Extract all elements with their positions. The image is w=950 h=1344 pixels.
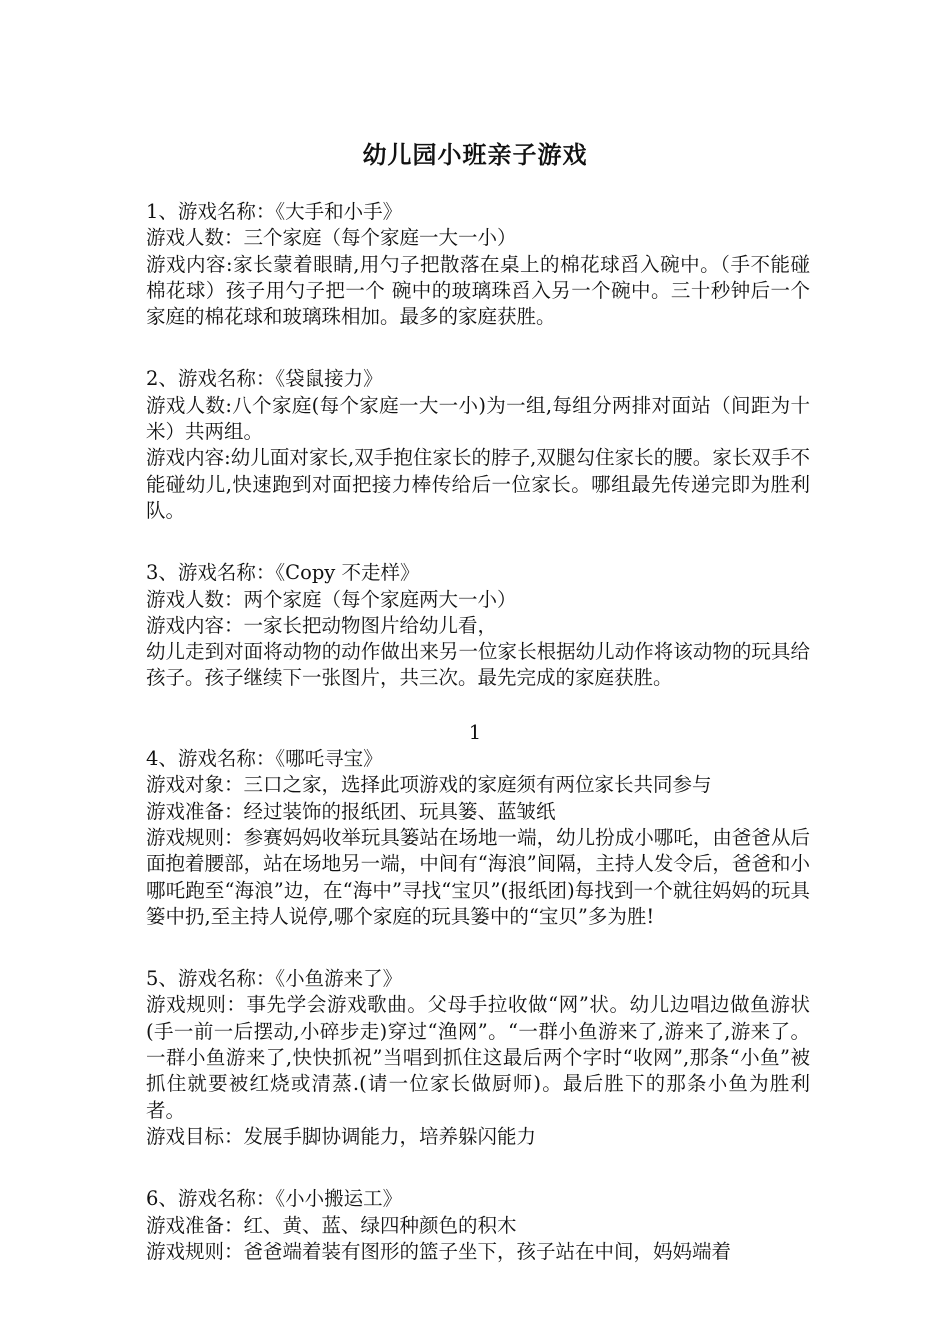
game-content-paragraph: 游戏内容:幼儿面对家长,双手抱住家长的脖子,双腿勾住家长的腰。家长双手不能碰幼儿,快速跑到对面把接力棒传给后一位家长。哪组最先传递完即为胜利队。 bbox=[146, 446, 810, 522]
game-preparation-line: 游戏准备：红、黄、蓝、绿四种颜色的积木 bbox=[146, 1213, 517, 1237]
game-section-2 bbox=[146, 366, 810, 524]
game-players-line: 游戏人数：三个家庭（每个家庭一大一小） bbox=[146, 226, 517, 250]
document-title: 幼儿园小班亲子游戏 bbox=[362, 140, 588, 169]
game-goal-line: 游戏目标：发展手脚协调能力，培养躲闪能力 bbox=[146, 1124, 537, 1148]
game-content-paragraph: 幼儿走到对面将动物的动作做出来另一位家长根据幼儿动作将该动物的玩具给孩子。孩子继续下一张图片，共三次。最先完成的家庭获胜。 bbox=[146, 640, 810, 690]
game-name-line: 2、游戏名称：《袋鼠接力》 bbox=[146, 367, 383, 391]
game-section-4 bbox=[146, 746, 810, 930]
game-content-paragraph: 游戏内容:家长蒙着眼睛,用勺子把散落在桌上的棉花球舀入碗中。（手不能碰棉花球）孩子用勺子把一个 碗中的玻璃珠舀入另一个碗中。三十秒钟后一个家庭的棉花球和玻璃珠相加。最多的家庭获胜。 bbox=[146, 252, 810, 329]
game-preparation-line: 游戏准备：经过装饰的报纸团、玩具篓、蓝皱纸 bbox=[146, 799, 556, 823]
section-gap bbox=[146, 330, 810, 366]
section-gap bbox=[146, 692, 810, 720]
section-gap bbox=[146, 930, 810, 966]
game-rules-paragraph: 游戏规则：事先学会游戏歌曲。父母手拉收做“网”状。幼儿边唱边做鱼游状(手一前一后摆动,小碎步走)穿过“渔网”。“一群小鱼游来了,游来了,游来了。一群小鱼游来了,快快抓祝”当唱到抓住这最后两个字时“收网”,那条“小鱼”被抓住就要被红烧或清蒸.(请一位家长做厨师)。最后胜下的那条小鱼为胜利者。 bbox=[146, 993, 810, 1122]
game-section-6 bbox=[146, 1186, 810, 1265]
game-players-line: 游戏人数：两个家庭（每个家庭两大一小） bbox=[146, 587, 517, 611]
document-body bbox=[146, 199, 810, 1265]
game-rules-paragraph: 游戏规则：参赛妈妈收举玩具篓站在场地一端，幼儿扮成小哪吒，由爸爸从后面抱着腰部，站在场地另一端，中间有“海浪”间隔，主持人发令后，爸爸和小哪吒跑至“海浪”边，在“海中”寻找“宝贝”(报纸团)每找到一个就往妈妈的玩具篓中扔,至主持人说停,哪个家庭的玩具篓中的“宝贝”多为胜! bbox=[146, 825, 810, 928]
game-name-line: 5、游戏名称：《小鱼游来了》 bbox=[146, 967, 403, 991]
section-gap bbox=[146, 524, 810, 560]
game-section-3 bbox=[146, 560, 810, 691]
game-rules-line: 游戏规则：爸爸端着装有图形的篮子坐下，孩子站在中间，妈妈端着 bbox=[146, 1239, 732, 1263]
game-name-line: 6、游戏名称：《小小搬运工》 bbox=[146, 1187, 403, 1211]
game-name-line: 1、游戏名称：《大手和小手》 bbox=[146, 200, 403, 223]
page-number: 1 bbox=[468, 720, 482, 744]
section-gap bbox=[146, 1150, 810, 1186]
game-players-paragraph: 游戏人数:八个家庭(每个家庭一大一小)为一组,每组分两排对面站（间距为十米）共两组。 bbox=[146, 393, 810, 444]
game-name-line: 4、游戏名称：《哪吒寻宝》 bbox=[146, 747, 383, 771]
game-name-line: 3、游戏名称：《Copy 不走样》 bbox=[146, 561, 420, 585]
game-section-5 bbox=[146, 966, 810, 1150]
game-content-line: 游戏内容：一家长把动物图片给幼儿看， bbox=[146, 613, 498, 637]
game-audience-line: 游戏对象：三口之家，选择此项游戏的家庭须有两位家长共同参与 bbox=[146, 773, 712, 797]
game-section-1 bbox=[146, 199, 810, 330]
